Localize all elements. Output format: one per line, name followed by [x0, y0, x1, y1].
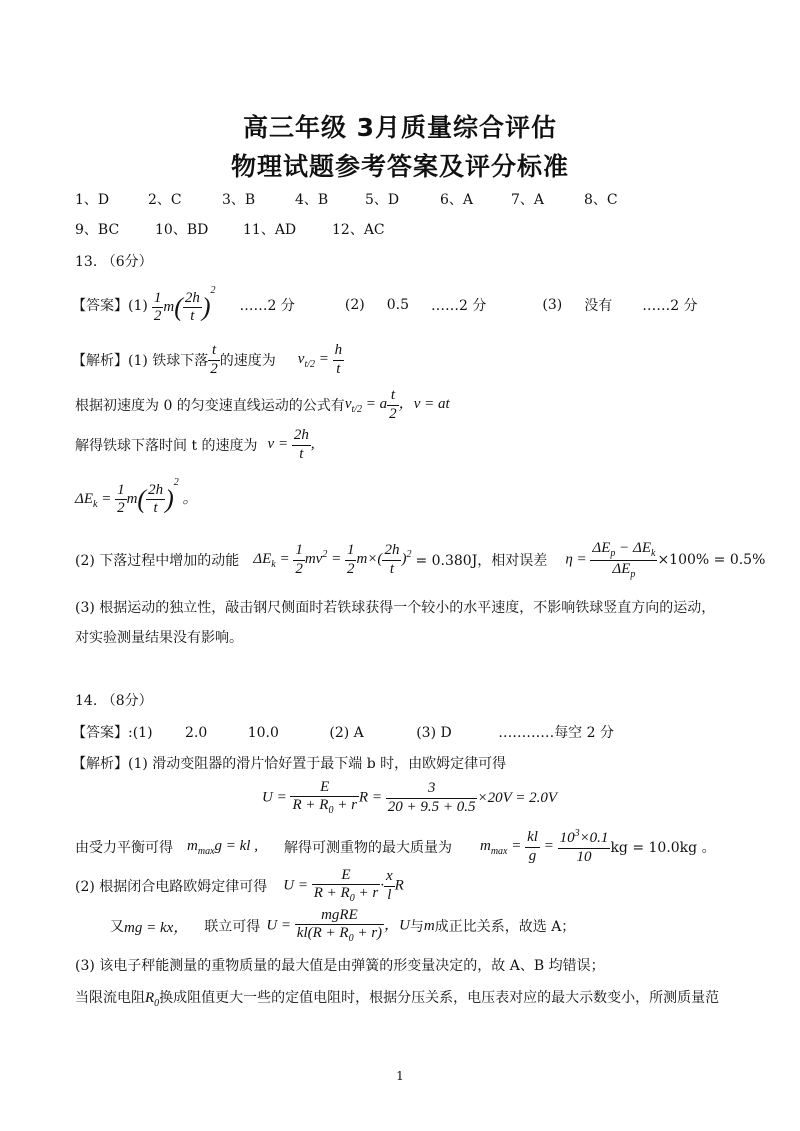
score: …………每空 2 分: [498, 725, 614, 741]
choice-answer: 11、AD: [243, 222, 297, 238]
q13-header: 13. （6分）: [75, 254, 153, 270]
q14-analysis-line4: (3) 该电子秤能测量的重物质量的最大值是由弹簧的形变量决定的，故 A、B 均错误；: [75, 958, 605, 974]
q13-answer-line: [72, 283, 698, 327]
answer-1b: 10.0: [247, 725, 279, 741]
sub-question-2: (2): [344, 297, 365, 313]
choice-answer: 1、D: [75, 192, 110, 208]
q13-analysis-line5: (2) 下落过程中增加的动能 $\Delta E_k$ = $\frac{1}{2}$ $mv^2$ = $\frac{1}{2}$ m×( $\frac{2h}{t}$ )$^2$ = 0.380J，相对误差 η = $\frac{\Delta E_p - \Delta E_k}{\Delta E_p}$ ×100% = 0.5%: [75, 540, 766, 580]
score-3: ……2 分: [642, 298, 698, 314]
choice-answer: 10、BD: [155, 222, 209, 238]
q14-analysis-force: 由受力平衡可得 $m_{max}g$ = kl , 解得可测重物的最大质量为 $m_{max}$ = $\frac{kl}{g}$ = $\frac{10^3\times 0.1}{10}$ kg = 10.0kg 。: [75, 828, 716, 865]
q14-answer-line: 【答案】:(1) 2.0 10.0 (2) A (3) D …………每空 2 分: [72, 725, 614, 741]
answer-1a: 2.0: [185, 725, 208, 741]
answer-label: 【答案】(1): [72, 298, 148, 314]
q13-analysis-line7: 对实验测量结果没有影响。: [75, 630, 243, 646]
score-2: ……2 分: [431, 298, 487, 314]
q14-analysis-line1: 【解析】(1) 滑动变阻器的滑片恰好置于最下端 b 时，由欧姆定律可得: [72, 756, 507, 772]
q13-analysis-line6: (3) 根据运动的独立性，敲击钢尺侧面时若铁球获得一个较小的水平速度，不影响铁球竖直方向的运动，: [75, 600, 716, 616]
answer-3: (3) D: [416, 725, 452, 741]
q14-analysis-line2: (2) 根据闭合电路欧姆定律可得 U = $\frac{E}{R + R_0 + r}$ · $\frac{x}{l}$ R: [75, 867, 404, 905]
q13-analysis-line2: 根据初速度为 0 的匀变速直线运动的公式有 $v_{t/2} = a$ $\frac{t}{2}$ ，v = at: [75, 387, 450, 422]
choice-answer: 12、AC: [332, 222, 385, 238]
page-number: 1: [396, 1069, 404, 1083]
choice-answer: 5、D: [365, 192, 400, 208]
formula-kinetic-energy: $\frac{1}{2}$ m( $\frac{2h}{t}$ )$^2$: [153, 284, 216, 324]
q14-analysis-line5: 当限流电阻$R_0$换成阻值更大一些的定值电阻时，根据分压关系，电压表对应的最大示数变小，所测质量范: [75, 990, 720, 1009]
answer-2: 0.5: [386, 297, 409, 313]
choice-answer: 6、A: [440, 192, 474, 208]
q14-header: 14. （8分）: [75, 693, 153, 709]
analysis-label: 【解析】(1) 铁球下落: [72, 353, 209, 369]
answer-3: 没有: [584, 298, 613, 314]
score-1: ……2 分: [239, 298, 295, 314]
choice-answer: 4、B: [295, 192, 329, 208]
q13-formula-delta-ek: $\Delta E_k$ = $\frac{1}{2}$ m( $\frac{2h}{t}$ )$^2$ 。: [75, 476, 198, 516]
answer-2: (2) A: [329, 725, 364, 741]
q14-analysis-line3: 又 mg = kx， 联立可得 U = $\frac{\text{mgRE}}{kl(R + R_0 + r)}$ ，U 与 m 成正比关系，故选 A；: [110, 907, 576, 945]
choice-answer: 3、B: [222, 192, 256, 208]
q13-analysis-line3: 解得铁球下落时间 t 的速度为 v = $\frac{2h}{t}$ ,: [75, 427, 315, 462]
q13-analysis-line1: 【解析】(1) 铁球下落 $\frac{t}{2}$ 的速度为 $v_{t/2}$ = $\frac{h}{t}$: [72, 342, 343, 377]
q14-formula-voltage: U = $\frac{E}{R + R_0 + r}$ R = $\frac{3}{20 + 9.5 + 0.5}$ ×20V = 2.0V: [262, 779, 558, 817]
choice-answer: 2、C: [148, 192, 182, 208]
exam-title: 高三年级 3月质量综合评估: [242, 113, 558, 142]
choice-answer: 9、BC: [75, 222, 120, 238]
analysis-text: 的速度为: [219, 353, 276, 369]
choice-answer: 8、C: [584, 192, 618, 208]
sub-question-3: (3): [542, 297, 563, 313]
exam-subtitle: 物理试题参考答案及评分标准: [230, 152, 569, 181]
choice-answer: 7、A: [511, 192, 545, 208]
